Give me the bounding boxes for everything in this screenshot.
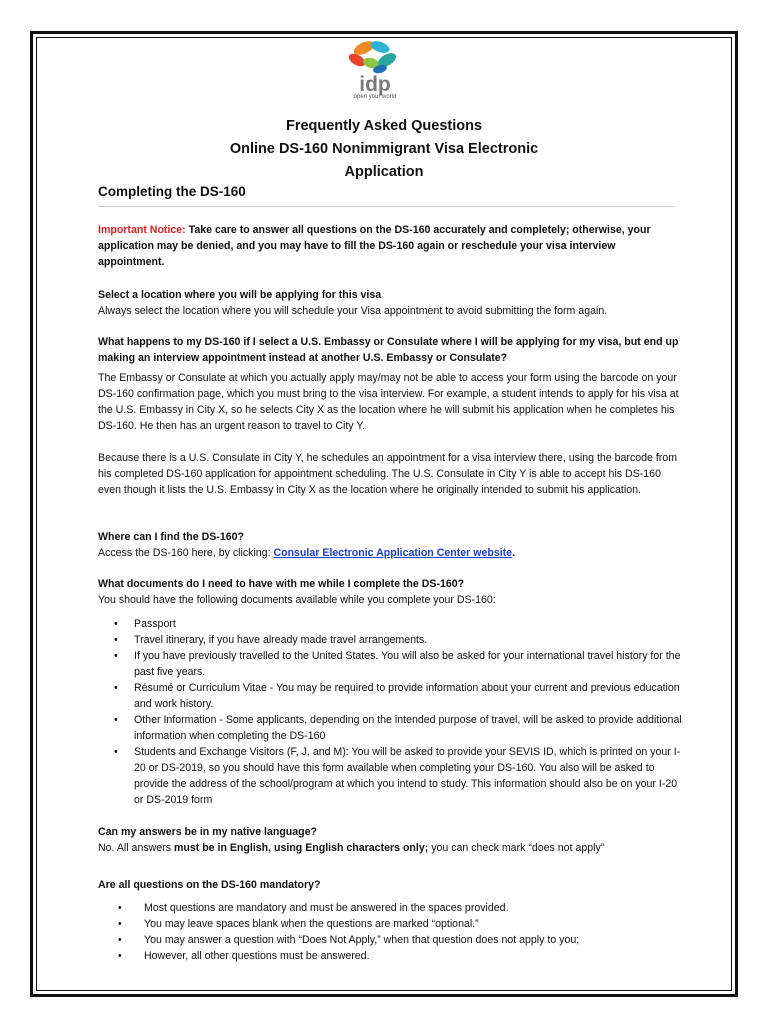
faq-answer-paragraph-2: Because there is a U.S. Consulate in City Y, he schedules an appointment for a visa interview there, using the barcode from his completed DS-160 application for appointment scheduling. The U.S. Consulate in City Y is able to accept his DS-160 even though it lists the U.S. Embassy in City X as the location where he originally intended to submit his application. (98, 452, 678, 496)
faq-heading: What documents do I need to have with me while I complete the DS-160? (98, 578, 465, 590)
faq-find-ds160: Where can I find the DS-160? Access the DS-160 here, by clicking: Consular Electronic Application Center website. (98, 529, 682, 561)
list-item: • Passport (98, 616, 682, 632)
logo-tagline: open your world (353, 94, 397, 100)
list-item: • Students and Exchange Visitors (F, J, and M): You will be asked to provide your SEVIS ID, which is printed on your I-20 or DS-2019, so you should have this form available when completing your DS-160. You also will be asked to provide the address of the school/program at which you intend to study. This information should also be on your I-20 or DS-2019 form (98, 744, 682, 808)
list-item: • Travel itinerary, if you have already made travel arrangements. (98, 632, 682, 648)
faq-heading: Are all questions on the DS-160 mandatory? (98, 879, 321, 891)
notice-label: Important Notice: (98, 224, 186, 236)
faq-heading: Where can I find the DS-160? (98, 531, 244, 543)
section-title: Completing the DS-160 (98, 184, 246, 199)
faq-different-consulate (98, 334, 682, 498)
page-title-line2: Online DS-160 Nonimmigrant Visa Electronic (229, 141, 539, 157)
list-item: • Other Information - Some applicants, depending on the intended purpose of travel, will be asked to provide additional information when completing the DS-160 (98, 712, 682, 744)
svg-text:idp: idp (359, 73, 391, 96)
faq-answer-paragraph-1: The Embassy or Consulate at which you actually apply may/may not be able to access your form using the barcode on your DS-160 confirmation page, which you must bring to the visa interview. For example, a student intends to apply for his visa at the U.S. Embassy in City X, so he selects City X as the location where he will submit his application when he completes his DS-160. He then has an urgent reason to travel to City Y. (98, 372, 679, 432)
ceac-website-link[interactable]: Consular Electronic Application Center website (273, 547, 513, 559)
faq-documents (98, 576, 682, 608)
notice-text: Take care to answer all questions on the DS-160 accurately and completely; otherwise, your application may be denied, and you may have to fill the DS-160 again or reschedule your visa interview appointment. (98, 224, 651, 268)
documents-list (98, 616, 682, 808)
list-item: • However, all other questions must be answered. (98, 948, 682, 964)
list-item: • You may answer a question with “Does Not Apply,” when that question does not apply to you; (98, 932, 682, 948)
faq-location (98, 287, 682, 319)
list-item: • If you have previously travelled to the United States. You will also be asked for your international travel history for the past five years. (98, 648, 682, 680)
important-notice (98, 222, 682, 270)
list-item: • Most questions are mandatory and must be answered in the spaces provided. (98, 900, 682, 916)
faq-heading: What happens to my DS-160 if I select a U.S. Embassy or Consulate where I will be applying for my visa, but end up making an interview appointment instead at another U.S. Embassy or Consulate? (98, 336, 679, 364)
faq-answer: Always select the location where you will schedule your Visa appointment to avoid submitting the form again. (98, 305, 608, 317)
faq-answer: You should have the following documents available while you complete your DS-160: (98, 594, 496, 606)
list-item: • You may leave spaces blank when the questions are marked “optional.” (98, 916, 682, 932)
page-title-line1: Frequently Asked Questions (285, 118, 483, 134)
page-title-line3: Application (344, 164, 424, 180)
list-item: • Résumé or Curriculum Vitae - You may be required to provide information about your current and previous education and work history. (98, 680, 682, 712)
faq-answer: Access the DS-160 here, by clicking: (98, 547, 274, 559)
mandatory-list (98, 900, 682, 964)
section-divider (98, 206, 675, 207)
faq-heading: Can my answers be in my native language? (98, 826, 318, 838)
faq-heading: Select a location where you will be applying for this visa (98, 289, 382, 301)
faq-mandatory (98, 877, 682, 893)
faq-native-language: Can my answers be in my native language? No. All answers must be in English, using English characters only; you can check mark “does not apply” (98, 824, 682, 856)
